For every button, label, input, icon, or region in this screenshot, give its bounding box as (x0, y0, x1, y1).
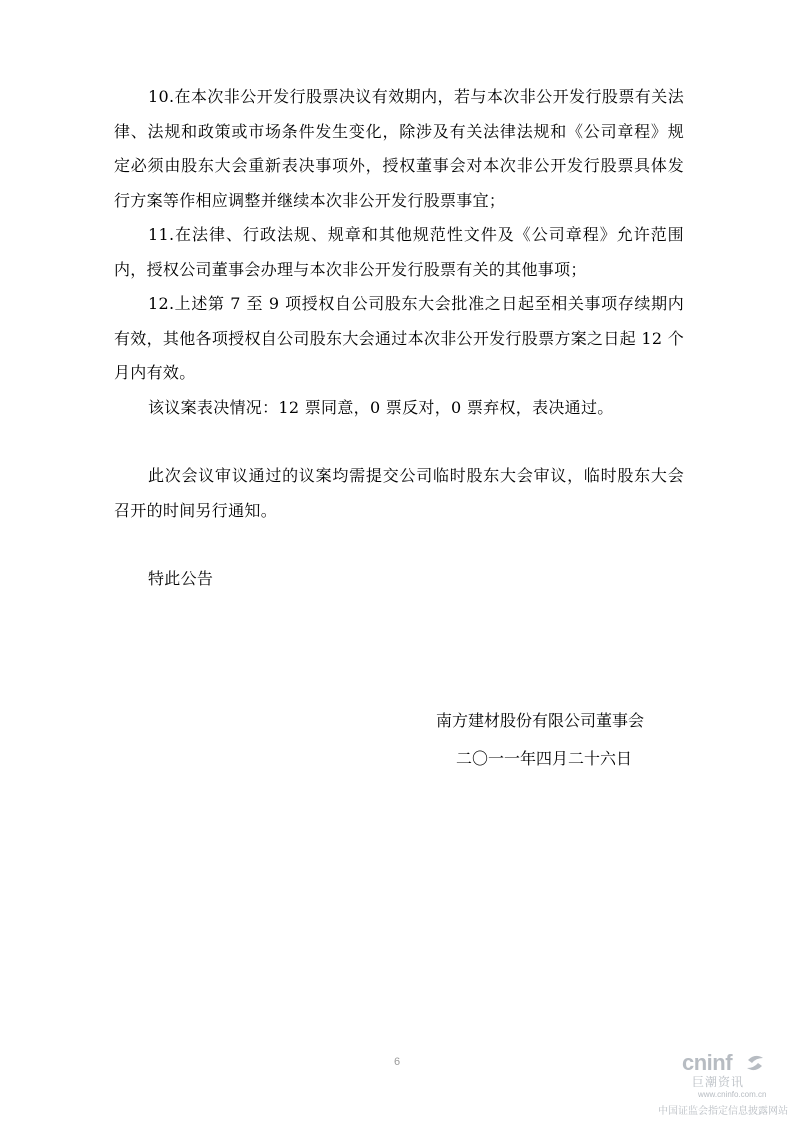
spacer (114, 425, 684, 459)
watermark-url: www.cninfo.com.cn (698, 1090, 767, 1099)
paragraph-item-11: 11.在法律、行政法规、规章和其他规范性文件及《公司章程》允许范围内，授权公司董事会办理与本次非公开发行股票有关的其他事项； (114, 225, 684, 279)
paragraph-item-12: 12.上述第 7 至 9 项授权自公司股东大会批准之日起至相关事项存续期内有效，其他各项授权自公司股东大会通过本次非公开发行股票方案之日起 12 个月内有效。 (114, 294, 684, 382)
page-number: 6 (393, 1056, 401, 1068)
watermark-logo-text: cninf (682, 1050, 733, 1075)
paragraph-item-10: 10.在本次非公开发行股票决议有效期内，若与本次非公开发行股票有关法律、法规和政策或市场条件发生变化，除涉及有关法律法规和《公司章程》规定必须由股东大会重新表决事项外，授权董事会对本次非公开发行股票具体发行方案等作相应调整并继续本次非公开发行股票事宜； (114, 87, 684, 210)
vote-result: 该议案表决情况：12 票同意，0 票反对，0 票弃权，表决通过。 (148, 397, 614, 417)
signature-date: 二〇一一年四月二十六日 (456, 749, 633, 768)
cninfo-swirl-icon (744, 1052, 766, 1074)
cninfo-watermark (640, 1050, 794, 1120)
meeting-notice: 此次会议审议通过的议案均需提交公司临时股东大会审议，临时股东大会召开的时间另行通知。 (114, 466, 684, 520)
spacer (114, 528, 684, 562)
signature-company: 南方建材股份有限公司董事会 (436, 711, 645, 730)
signature-block (420, 702, 680, 778)
document-body (114, 80, 684, 597)
announcement-closing: 特此公告 (148, 569, 214, 588)
watermark-description: 中国证监会指定信息披露网站 (658, 1106, 788, 1117)
watermark-cn-name: 巨潮资讯 (692, 1075, 745, 1089)
